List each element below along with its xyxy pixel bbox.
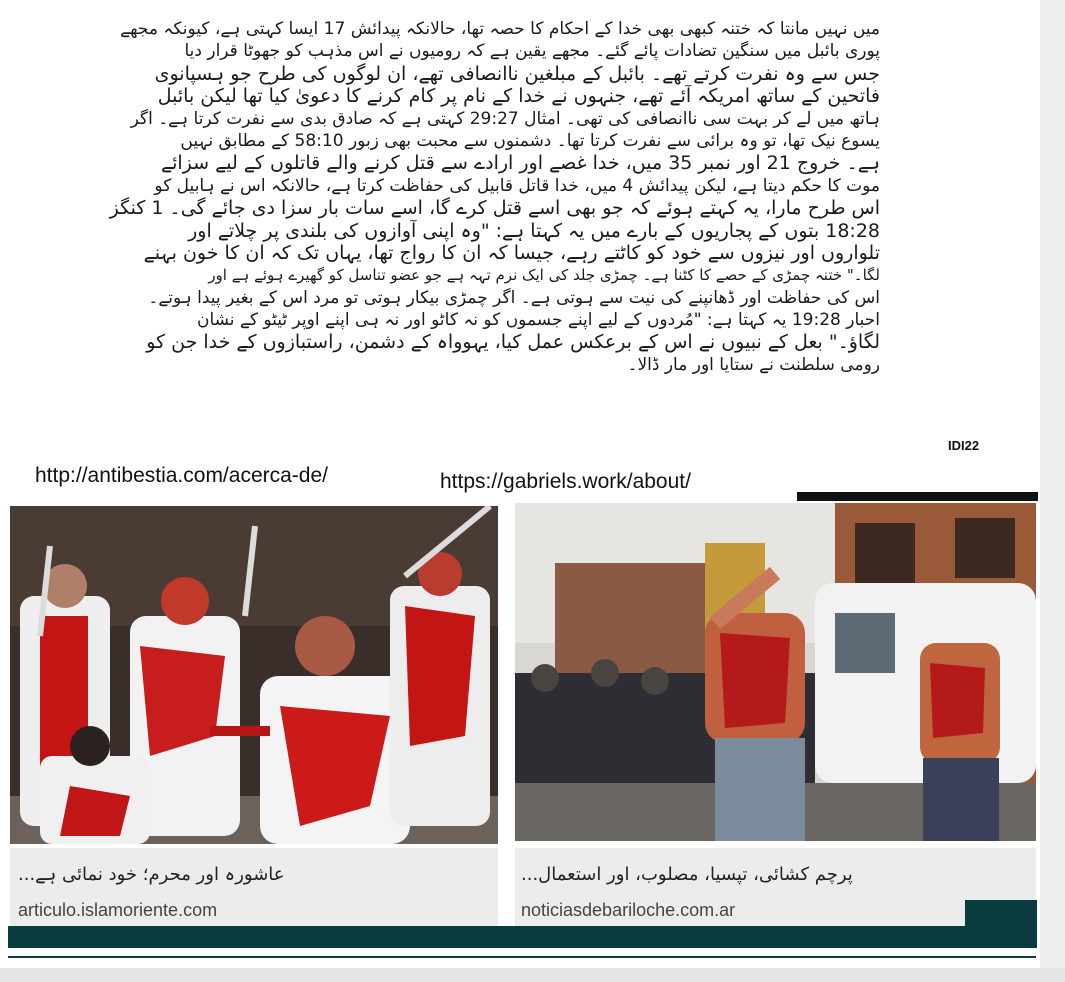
result-caption-right[interactable] bbox=[515, 848, 1036, 932]
article-line-15: لگاؤ۔" بعل کے نبیوں نے اس کے برعکس عمل کیا، یہوواہ کے دشمن، راستبازوں کے خدا جن کو bbox=[146, 331, 880, 354]
top-accent-bar bbox=[797, 492, 1038, 501]
article-line-7: ہے۔ خروج 21 اور نمبر 35 میں، خدا غصے اور ارادے سے قتل کرنے والے قاتلوں کے لیے سزائے bbox=[160, 152, 880, 175]
article-line-14: احبار 19:28 یہ کہتا ہے: "مُردوں کے لیے اپنے جسموں کو نہ کاٹو اور نہ ہی اپنے اوپر ٹیٹو کے نشان bbox=[196, 310, 880, 331]
url-link-left[interactable]: http://antibestia.com/acerca-de/ bbox=[35, 464, 328, 487]
result-title-right[interactable]: پرچم کشائی، تپسیا، مصلوب، اور استعمال... bbox=[521, 864, 853, 885]
url-link-right[interactable]: https://gabriels.work/about/ bbox=[440, 470, 691, 493]
article-line-2: پوری بائبل میں سنگین تضادات پائے گئے۔ مجھے یقین ہے کہ رومیوں نے اس مذہب کو جھوٹا قرار دیا bbox=[184, 41, 880, 62]
article-line-6: یسوع نیک تھا، تو وہ برائی سے نفرت کرتا تھا۔ دشمنوں سے محبت بھی زبور 58:10 کے مطابق نہیں bbox=[180, 130, 880, 151]
article-line-10: 18:28 بتوں کے پجاریوں کے بارے میں یہ کہتا ہے: "وہ اپنی آوازوں کی بلندی پر چلاتے اور bbox=[188, 219, 880, 242]
result-photo-right[interactable] bbox=[515, 503, 1036, 841]
article-line-8: موت کا حکم دیتا ہے، لیکن پیدائش 4 میں، خدا قاتل قابیل کی حفاظت کرتا ہے، حالانکہ اس نے ہابیل کو bbox=[154, 175, 880, 196]
article-line-5: ہاتھ میں لے کر بہت سی ناانصافی کی تھی۔ امثال 29:27 کہتی ہے کہ صادق بدی سے نفرت کرتا ہے۔ اگر bbox=[130, 108, 880, 129]
right-gutter bbox=[1040, 0, 1065, 982]
article-line-12: لگا۔" ختنہ چمڑی کے حصے کا کٹنا ہے۔ چمڑی جلد کی ایک نرم تہہ ہے جو عضو تناسل کو گھیرے ہوئے ہے اور bbox=[208, 266, 880, 285]
article-line-4: فاتحین کے ساتھ امریکہ آئے تھے، جنہوں نے خدا کے نام پر کام کرنے کا دعویٰ کیا تھا لیکن بائبل bbox=[157, 85, 880, 108]
bottom-accent-bar bbox=[8, 926, 1036, 948]
result-source-right[interactable]: noticiasdebariloche.com.ar bbox=[521, 900, 736, 920]
bottom-accent-line bbox=[8, 956, 1036, 958]
photo-mourners-white-robes-image bbox=[10, 506, 498, 844]
side-tag: IDI22 bbox=[948, 438, 980, 453]
article-line-9: اس طرح مارا، یہ کہتے ہوئے کہ جو بھی اسے قتل کرے گا، اسے سات بار سزا دی جائے گی۔ 1 کنگز bbox=[109, 197, 880, 220]
article-line-1: میں نہیں مانتا کہ ختنہ کبھی بھی خدا کے احکام کا حصہ تھا، حالانکہ پیدائش 17 ایسا کہتی ہے، کیونکہ مجھے bbox=[120, 19, 880, 39]
article-line-3: جس سے وہ نفرت کرتے تھے۔ بائبل کے مبلغین ناانصافی تھے، ان لوگوں کی طرح جو ہسپانوی bbox=[154, 62, 880, 85]
article-line-13: اس کی حفاظت اور ڈھانپنے کی نیت سے ہوتی ہے۔ اگر چمڑی بیکار ہوتی تو مرد اس کے بغیر پیدا ہوتے۔ bbox=[148, 287, 880, 308]
result-caption-left[interactable] bbox=[10, 848, 498, 932]
photo-street-flagellation-image bbox=[515, 503, 1036, 841]
article-line-11: تلواروں اور نیزوں سے خود کو کاٹتے رہے، جیسا کہ ان کا رواج تھا، یہاں تک کہ ان کا خون بہنے bbox=[143, 241, 880, 264]
result-source-left[interactable]: articulo.islamoriente.com bbox=[18, 900, 218, 920]
urdu-article-text bbox=[18, 18, 880, 464]
article-line-16: رومی سلطنت نے ستایا اور مار ڈالا۔ bbox=[627, 354, 880, 375]
result-photo-left[interactable] bbox=[10, 506, 498, 844]
result-title-left[interactable]: عاشورہ اور محرم؛ خود نمائی ہے... bbox=[18, 864, 285, 885]
bottom-strip bbox=[0, 968, 1065, 982]
